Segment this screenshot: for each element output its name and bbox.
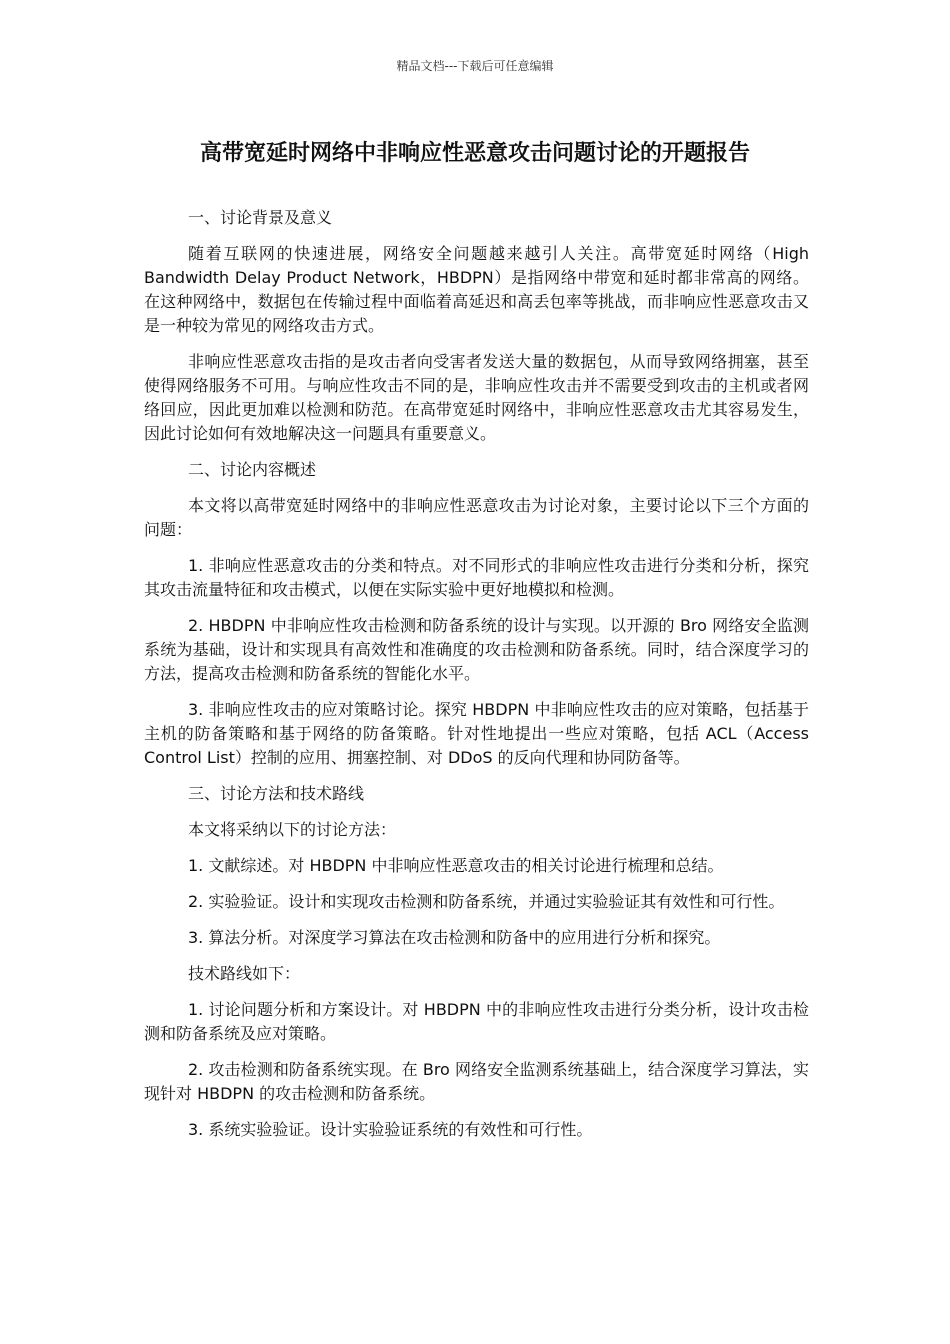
list-item: 2. HBDPN 中非响应性攻击检测和防备系统的设计与实现。以开源的 Bro 网络安全监测系统为基础，设计和实现具有高效性和准确度的攻击检测和防备系统。同时，结合深度学习的方法，提高攻击检测和防备系统的智能化水平。 bbox=[144, 616, 809, 683]
list-item: 1. 文献综述。对 HBDPN 中非响应性恶意攻击的相关讨论进行梳理和总结。 bbox=[188, 856, 724, 875]
document-title: 高带宽延时网络中非响应性恶意攻击问题讨论的开题报告 bbox=[199, 141, 750, 166]
list-item: 1. 讨论问题分析和方案设计。对 HBDPN 中的非响应性攻击进行分类分析，设计攻击检测和防备系统及应对策略。 bbox=[144, 1000, 809, 1043]
paragraph: 本文将以高带宽延时网络中的非响应性恶意攻击为讨论对象，主要讨论以下三个方面的问题： bbox=[144, 496, 809, 539]
document-body bbox=[144, 206, 809, 1154]
header-note: 精品文档---下载后可任意编辑 bbox=[396, 59, 554, 73]
section-heading-methods: 三、讨论方法和技术路线 bbox=[188, 784, 365, 803]
list-item: 3. 非响应性攻击的应对策略讨论。探究 HBDPN 中非响应性攻击的应对策略，包括基于主机的防备策略和基于网络的防备策略。针对性地提出一些应对策略，包括 ACL（Access Control List）控制的应用、拥塞控制、对 DDoS 的反向代理和协同防备等。 bbox=[144, 700, 809, 767]
list-item: 3. 算法分析。对深度学习算法在攻击检测和防备中的应用进行分析和探究。 bbox=[188, 928, 721, 947]
paragraph: 本文将采纳以下的讨论方法： bbox=[188, 820, 397, 839]
paragraph: 非响应性恶意攻击指的是攻击者向受害者发送大量的数据包，从而导致网络拥塞，甚至使得网络服务不可用。与响应性攻击不同的是，非响应性攻击并不需要受到攻击的主机或者网络回应，因此更加难以检测和防范。在高带宽延时网络中，非响应性恶意攻击尤其容易发生，因此讨论如何有效地解决这一问题具有重要意义。 bbox=[144, 352, 809, 443]
paragraph: 随着互联网的快速进展，网络安全问题越来越引人关注。高带宽延时网络（High Bandwidth Delay Product Network，HBDPN）是指网络中带宽和延时都非常高的网络。在这种网络中，数据包在传输过程中面临着高延迟和高丢包率等挑战，而非响应性恶意攻击又是一种较为常见的网络攻击方式。 bbox=[144, 244, 809, 335]
section-heading-content: 二、讨论内容概述 bbox=[188, 460, 317, 479]
list-item: 2. 实验验证。设计和实现攻击检测和防备系统，并通过实验验证其有效性和可行性。 bbox=[188, 892, 785, 911]
list-item: 3. 系统实验验证。设计实验验证系统的有效性和可行性。 bbox=[188, 1120, 593, 1139]
list-item: 1. 非响应性恶意攻击的分类和特点。对不同形式的非响应性攻击进行分类和分析，探究其攻击流量特征和攻击模式，以便在实际实验中更好地模拟和检测。 bbox=[144, 556, 809, 599]
paragraph: 技术路线如下： bbox=[188, 964, 301, 983]
list-item: 2. 攻击检测和防备系统实现。在 Bro 网络安全监测系统基础上，结合深度学习算法，实现针对 HBDPN 的攻击检测和防备系统。 bbox=[144, 1060, 809, 1103]
section-heading-background: 一、讨论背景及意义 bbox=[188, 208, 333, 227]
